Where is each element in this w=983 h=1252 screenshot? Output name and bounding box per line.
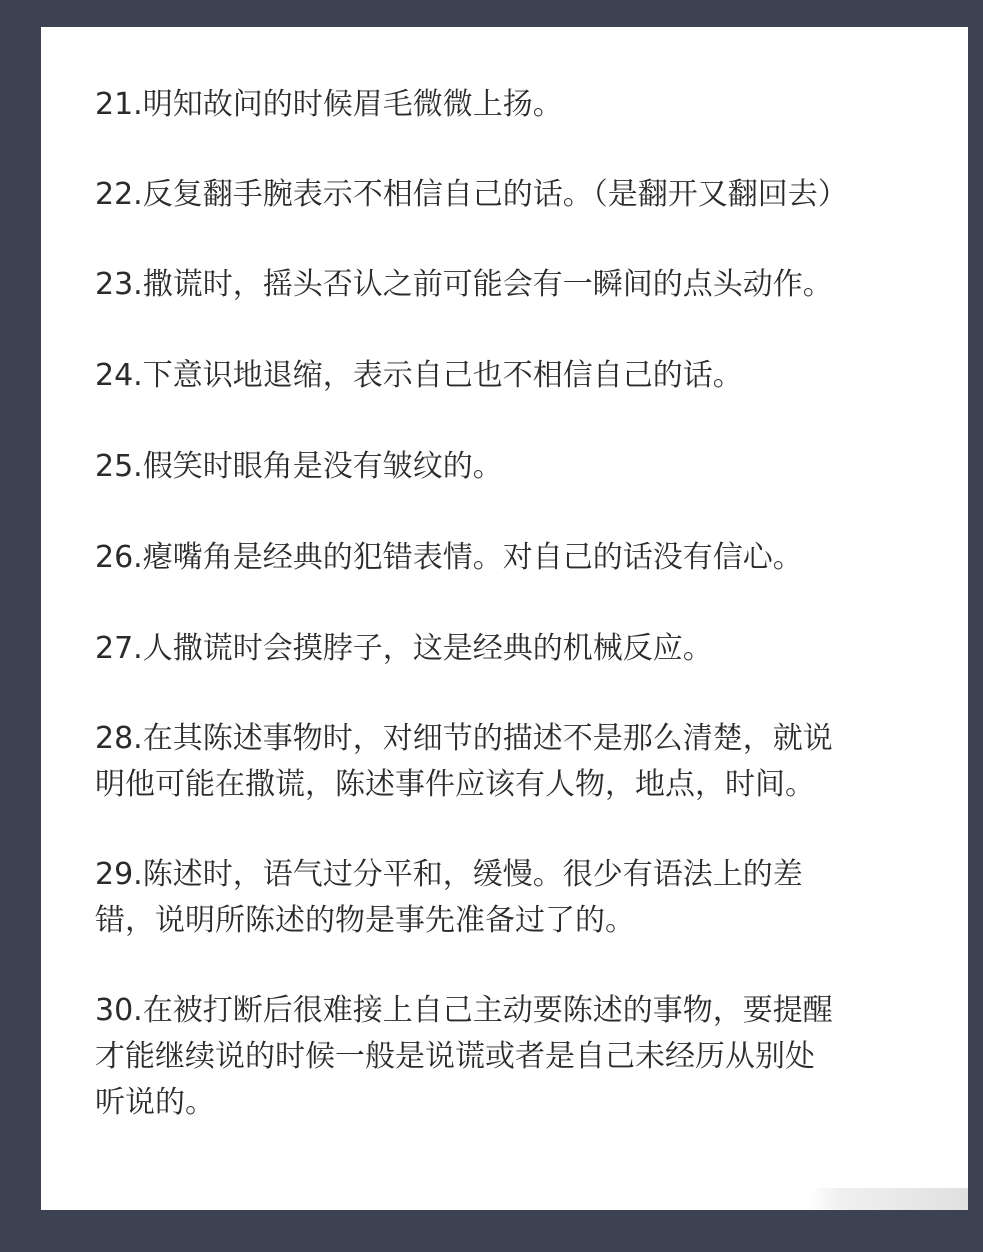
list-item-24: 24.下意识地退缩，表示自己也不相信自己的话。 <box>95 358 743 393</box>
list-item-29: 29.陈述时，语气过分平和，缓慢。很少有语法上的差 错，说明所陈述的物是事先准备过了的。 <box>95 857 803 938</box>
watermark <box>808 1188 968 1210</box>
list-item-21: 21.明知故问的时候眉毛微微上扬。 <box>95 87 563 122</box>
list-item-30: 30.在被打断后很难接上自己主动要陈述的事物，要提醒 才能继续说的时候一般是说谎或者是自己未经历从别处 听说的。 <box>95 993 833 1120</box>
list-item-22: 22.反复翻手腕表示不相信自己的话。（是翻开又翻回去） <box>95 177 848 212</box>
list-item-25: 25.假笑时眼角是没有皱纹的。 <box>95 449 503 484</box>
content-card <box>41 27 968 1210</box>
list-item-28: 28.在其陈述事物时，对细节的描述不是那么清楚，就说 明他可能在撒谎，陈述事件应该有人物，地点，时间。 <box>95 721 833 802</box>
list-item-27: 27.人撒谎时会摸脖子，这是经典的机械反应。 <box>95 631 713 666</box>
list-item-26: 26.瘪嘴角是经典的犯错表情。对自己的话没有信心。 <box>95 540 803 575</box>
list-item-23: 23.撒谎时，摇头否认之前可能会有一瞬间的点头动作。 <box>95 267 833 302</box>
